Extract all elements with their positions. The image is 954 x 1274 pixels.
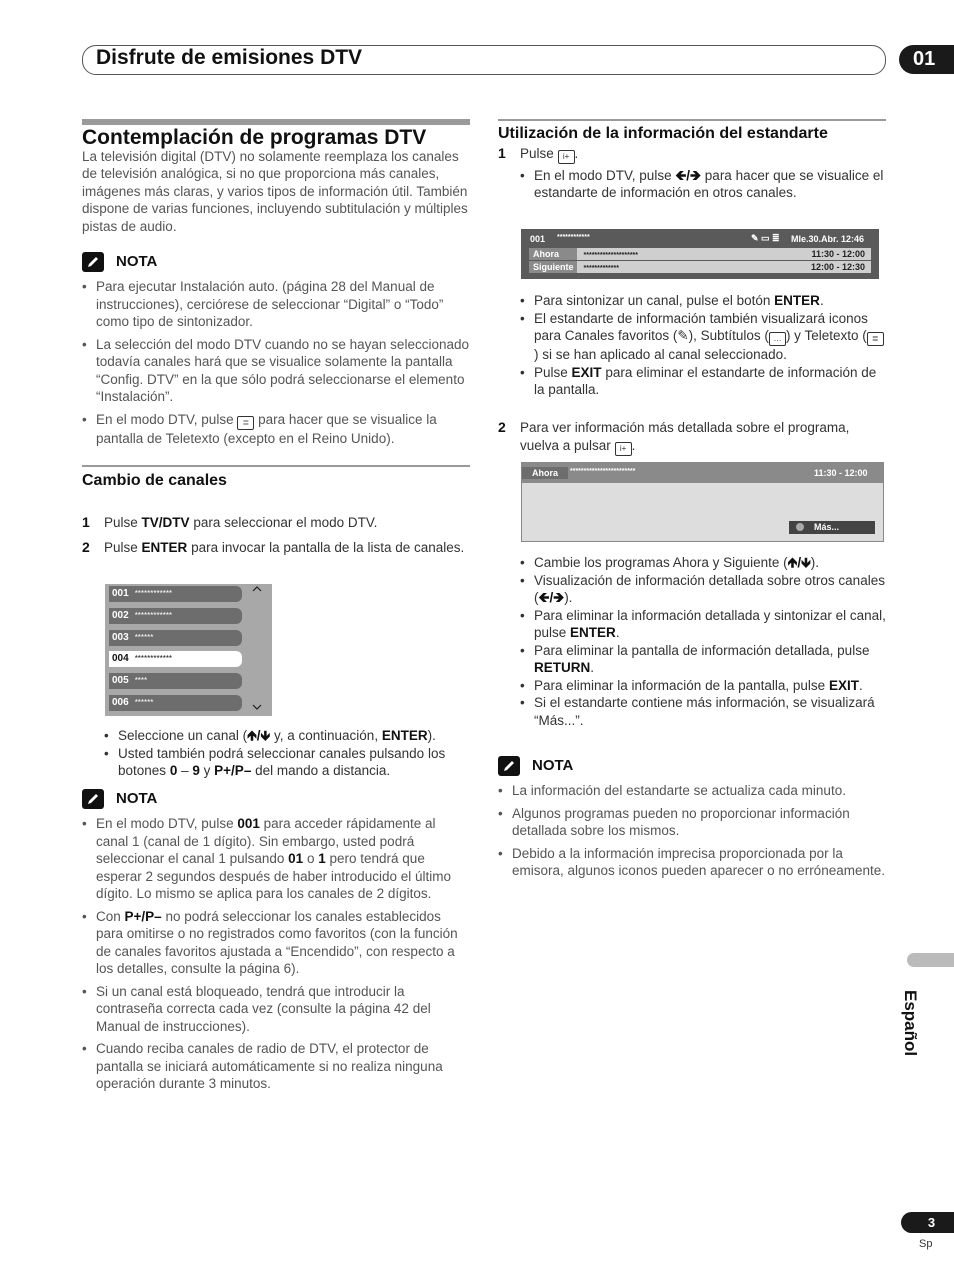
step-text: Para ver información más detallada sobre el programa, vuelva a pulsar [520,420,850,453]
key-label: ENTER [774,293,820,308]
key-label: EXIT [571,364,602,380]
nota-heading [82,252,470,272]
bullet-list [520,292,886,399]
scroll-down-icon[interactable] [251,703,263,711]
key-label: P+/P– [124,908,162,924]
list-item: • Si un canal está bloqueado, tendrá que introducir la contraseña correcta cada vez (consulte la página 42 del Manual de instrucciones). [82,983,470,1036]
list-item-text: . [590,660,595,675]
key-label: ENTER [141,540,188,555]
subtitle-icon: … [769,332,786,346]
banner-channel: 001 [530,234,546,244]
channel-row[interactable] [109,608,242,624]
channel-list-screen [105,584,272,716]
list-item-text: Seleccione un canal ( [118,728,248,743]
list-item-text: Usted también podrá seleccionar canales pulsando los botones [118,745,446,778]
list-item-text: pero tendrá que esperar 2 segundos después de haber introducido el último dígito. Lo mismo se aplica para los canales de 2 dígitos. [96,851,451,901]
language-tab [907,953,954,967]
banner-notes [520,292,886,399]
channel-row[interactable] [109,630,242,646]
list-item [520,310,886,364]
list-item-text: – [181,763,189,778]
channel-name: ****** [134,698,154,707]
intro-text: La televisión digital (DTV) no solamente reemplaza los canales de televisión analógica, si no que proporciona más canales, imágenes más claras, y varios tipos de información útil. También dispone de varias funciones, incluyendo subtitulación y múltiples pistas de audio. [82,148,468,234]
step-text: para invocar la pantalla de la lista de canales. [191,540,465,555]
list-item [520,677,886,695]
up-down-arrows-icon: 🡹/🡻 [247,728,271,743]
key-label: P+/P– [214,763,252,778]
list-item [104,727,470,745]
nota-label: NOTA [116,790,158,808]
key-label: 01 [288,851,304,866]
list-item-text: ) si se han aplicado al canal seleccionado. [534,347,787,362]
channel-number: 004 [112,653,129,664]
list-item [82,411,470,448]
channel-row[interactable] [109,695,242,711]
step-number: 1 [82,513,90,530]
nota-heading [498,756,886,776]
nota-list [82,815,470,1093]
banner-row-time: 12:00 - 12:30 [810,262,865,272]
list-item: • Debido a la información imprecisa proporcionada por la emisora, algunos iconos pueden aparecer o no erróneamente. [498,845,886,880]
key-label: RETURN [534,660,591,675]
channel-number: 003 [112,632,129,643]
subsection-title: Cambio de canales [82,472,227,489]
list-item-text: En el modo DTV, pulse [534,167,672,183]
list-item-text: Para eliminar la información detallada y sintonizar el canal, pulse [534,607,886,640]
right-column [498,119,886,202]
step-text: . [631,437,636,453]
up-down-arrows-icon: 🡹/🡻 [787,555,811,570]
banner-row-program: ******************** [583,252,638,259]
section-rule [82,119,470,125]
left-right-arrows-icon: 🡸/🡺 [675,167,702,183]
list-item-text: Con [96,908,121,924]
list-item-text: y, a continuación, [274,728,379,743]
channel-number: 005 [112,675,129,686]
banner-row-now [529,248,871,260]
channel-number: 001 [112,588,129,599]
list-item-text: para acceder rápidamente al canal 1 (canal de 1 dígito). Sin embargo, usted podrá seleccionar el canal 1 pulsando [96,816,436,866]
step-1 [82,514,470,532]
bullet-list [520,554,886,729]
list-item [520,292,886,310]
channel-number: 002 [112,610,129,621]
bullet-list [104,727,470,780]
detail-info-screen [521,462,884,542]
pencil-note-icon [498,756,520,776]
favorite-subtitle-teletext-icons: ✎ ▭ ≣ [751,233,780,243]
list-item [520,607,886,642]
list-item-text: Para eliminar la información de la pantalla, pulse [534,677,826,693]
banner-row-program: ************* [583,265,619,272]
banner-row-time: 11:30 - 12:00 [811,249,865,259]
list-item-text: . [615,625,620,640]
list-item [82,815,470,903]
channel-select-notes [104,727,470,780]
list-item [82,908,470,978]
more-label: Más... [814,522,840,532]
list-item-text: ). [810,555,820,570]
nota-label: NOTA [116,253,158,271]
channel-row-selected[interactable] [109,651,242,667]
key-label: EXIT [828,677,859,693]
list-item: • La información del estandarte se actualiza cada minuto. [498,782,886,800]
step-text: Pulse [104,540,138,555]
step-number: 2 [82,539,90,555]
page-language-code: Sp [919,1238,933,1250]
step-text: Pulse [520,145,554,161]
detail-notes [520,554,886,729]
dot-icon [796,523,804,531]
step-text: para seleccionar el modo DTV. [193,514,378,530]
left-right-arrows-icon: 🡸/🡺 [538,590,565,605]
key-label: ENTER [381,728,428,743]
section-rule [498,119,886,121]
list-item-text: y [203,763,211,778]
list-item-text: . [858,677,863,693]
list-item-text: . [819,293,824,308]
list-item-text: El estandarte de información también visualizará iconos para Canales favoritos ( [534,310,868,343]
channel-number: 006 [112,697,129,708]
step-2 [82,539,470,557]
channel-row[interactable] [109,673,242,689]
language-label: Español [901,990,920,1057]
teletext-button-icon: ≣ [237,416,254,430]
teletext-icon: ≣ [867,332,884,346]
channel-row[interactable] [109,586,242,602]
subsection-title: Utilización de la información del estandarte [498,125,828,142]
list-item-text: Visualización de información detallada sobre otros canales ( [534,572,885,605]
step-2 [498,419,886,456]
info-banner-screen [521,229,879,279]
bullet-list [520,167,886,202]
left-column [82,119,470,557]
list-item [520,364,886,399]
list-item: • Algunos programas pueden no proporcionar información detallada sobre los mismos. [498,805,886,840]
section-rule [82,465,470,467]
nota-block-right [498,756,886,885]
key-label: 0 [169,763,178,778]
step-text: . [574,145,579,161]
banner-row-label: Ahora [529,248,577,260]
section-title: Contemplación de programas DTV [82,126,427,149]
list-item-text: para eliminar el estandarte de información de la pantalla. [534,364,877,397]
list-item [104,745,470,780]
key-label: 001 [237,816,260,831]
step-number: 2 [498,419,506,435]
banner-date: Mle.30.Abr. 12:46 [791,234,865,244]
list-item-text: no podrá seleccionar los canales establecidos para omitirse o no registrados como favoritos (con la función de canales favoritos ajustada a “Encendido”, con respecto a los detalles, consulte la página 6). [96,908,458,976]
step-2-right [498,419,886,456]
key-label: 1 [318,851,326,866]
info-button-icon: i+ [558,150,575,164]
channel-name: **** [134,676,148,685]
scroll-up-icon[interactable] [251,585,263,593]
detail-program: ************************ [570,468,636,475]
nota-list [498,782,886,880]
key-label: TV/DTV [141,514,190,530]
nota-list [82,278,470,447]
list-item-text: Pulse [534,364,568,380]
channel-name: ************ [134,589,173,598]
key-label: 9 [192,763,200,778]
nota-block-2 [82,789,470,1098]
list-item-text: ). [427,728,436,743]
list-item-text: ). [564,590,573,605]
key-label: ENTER [570,625,616,640]
detail-time: 11:30 - 12:00 [814,468,868,478]
banner-row-next [529,261,871,273]
list-item-text: del mando a distancia. [255,763,391,778]
chapter-number: 01 [899,45,954,74]
list-item-text: En el modo DTV, pulse [96,816,234,831]
list-item-text: o [306,851,315,866]
list-item-text: para hacer que se visualice el estandarte de información en otros canales. [534,167,884,200]
list-item-text: Para sintonizar un canal, pulse el botón [534,293,771,308]
list-item-text: Para eliminar la pantalla de información detallada, pulse [534,642,870,658]
info-button-icon: i+ [615,442,632,456]
list-item [520,167,886,202]
nota-heading [82,789,470,809]
list-item-text: ), Subtítulos ( [688,328,769,343]
detail-header [522,463,883,483]
list-item [520,642,886,677]
list-item-text: para hacer que se visualice la pantalla de Teletexto (excepto en el Reino Unido). [96,411,437,446]
channel-name: ************ [134,611,173,620]
banner-row-label: Siguiente [529,261,577,273]
step-number: 1 [498,144,506,161]
nota-label: NOTA [532,757,574,775]
list-item-text: Cambie los programas Ahora y Siguiente ( [534,555,788,570]
more-button[interactable] [789,521,875,534]
step-1 [498,145,886,164]
page-title: Disfrute de emisiones DTV [96,46,363,69]
page-number: 3 [901,1212,954,1233]
list-item: • Cuando reciba canales de radio de DTV, el protector de pantalla se iniciará automáticamente si no realiza ninguna operación durante 3 minutos. [82,1040,470,1093]
channel-name: ************ [134,654,173,663]
channel-name: ****** [134,633,154,642]
list-item: • La selección del modo DTV cuando no se hayan seleccionado todavía canales hará que se visualice solamente la pantalla “Config. DTV” en la que sólo podrá seleccionarse el elemento “Instalación”. [82,336,470,406]
list-item [520,572,886,607]
pencil-note-icon [82,789,104,809]
list-item [520,554,886,572]
favorite-icon: ✎ [677,328,689,343]
pencil-note-icon [82,252,104,272]
step-text: Pulse [104,514,138,530]
banner-channel-name: ************ [557,234,590,241]
list-item-text: En el modo DTV, pulse [96,411,234,427]
detail-label: Ahora [522,467,568,479]
list-item: • Si el estandarte contiene más información, se visualizará “Más...”. [520,694,886,729]
list-item: • Para ejecutar Instalación auto. (página 28 del Manual de instrucciones), cerciórese de seleccionar “Digital” o “Todo” como tipo de sintonizador. [82,278,470,331]
list-item-text: ) y Teletexto ( [785,328,867,343]
